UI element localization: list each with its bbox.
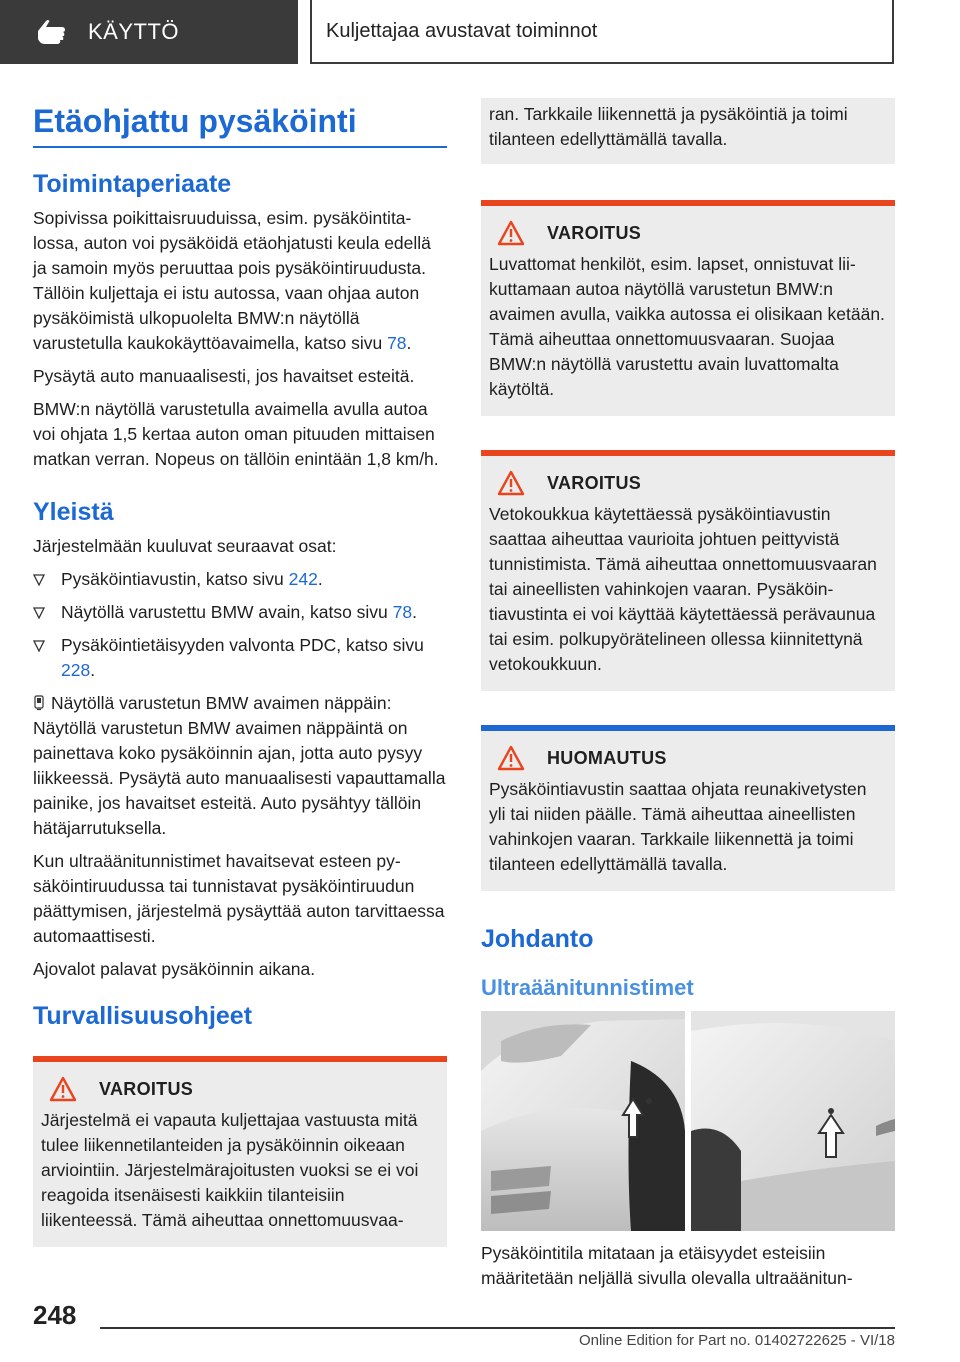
title-rule (33, 146, 447, 148)
warning-box (33, 1056, 447, 1247)
warning-text: Vetokoukkua käytettäessä pysäköintiavustin saattaa aiheuttaa vaurioita johtuen peittyvistä tunnistimista. Tämä aiheuttaa onnettomuusvaaran tai aineellisten vahinkojen vaaran. Pysäköintiavustinta ei voi käyttää käytettäessä perävaunua tai esim. polkupyörätelineen ollessa kiinnitettynä vetokoukkuun. (489, 504, 877, 674)
triangle-bullet-icon (33, 574, 45, 586)
components-intro: Järjestelmään kuuluvat seuraavat osat: (33, 536, 337, 556)
list-item: Näytöllä varustettu BMW avain, katso sivu 78. (33, 600, 447, 625)
page-link[interactable]: 78 (392, 602, 413, 622)
note-box (481, 725, 895, 891)
stop-paragraph: Pysäytä auto manuaalisesti, jos havaitset esteitä. (33, 366, 415, 386)
note-text: Pysäköintiavustin saattaa ohjata reunakivetysten yli tai niiden päälle. Tämä aiheuttaa aineellisten vahinkojen vaaran. Tarkkaile liikennettä ja toimi tilanteen edellyttämällä tavalla. (489, 779, 867, 874)
list-item: Pysäköintietäisyyden valvonta PDC, katso sivu 228. (33, 633, 447, 683)
footer-rule (100, 1327, 895, 1329)
ultrasonic-paragraph: Kun ultraäänitunnistimet havaitsevat esteen pysäköintiruudussa tai tunnistavat pysäköintiruudun päättymisen, järjestelmä pysäyttää auton tarvittaessa automaattisesti. (33, 851, 445, 946)
headlights-paragraph: Ajovalot palavat pysäköinnin aikana. (33, 959, 316, 979)
page-link[interactable]: 78 (387, 333, 407, 353)
ultrasonic-sensor-figure (481, 1011, 895, 1231)
key-description: Näytöllä varustetun BMW avaimen näppäintä on painettava koko pysäköinnin ajan, jotta auto pysyy liikkeessä. Pysäytä auto manuaalisesti vapauttamalla painike, jos havaitset esteitä. Auto pysähtyy tällöin hätäjarrutuksella. (33, 718, 446, 838)
caution-triangle-icon (497, 745, 525, 771)
warning-label: VAROITUS (547, 472, 642, 493)
heading-general: Yleistä (33, 498, 114, 526)
chapter-tab[interactable] (0, 0, 298, 64)
car-bumper-illustration (481, 1011, 895, 1231)
warning-triangle-icon (49, 1076, 77, 1102)
chapter-label: KÄYTTÖ (88, 19, 180, 44)
warning-triangle-icon (497, 470, 525, 496)
triangle-bullet-icon (33, 640, 45, 652)
right-column (481, 100, 895, 1299)
note-label: HUOMAUTUS (547, 747, 667, 768)
triangle-bullet-icon (33, 607, 45, 619)
left-column (33, 100, 447, 1247)
warning-box (481, 200, 895, 416)
figure-caption: Pysäköintitila mitataan ja etäisyydet esteisiin määritetään neljällä sivulla olevalla ultraäänitun- (481, 1243, 853, 1288)
warning-label: VAROITUS (99, 1078, 194, 1099)
principle-paragraph: Sopivissa poikittaisruuduissa, esim. pysäköintitalossa, auton voi pysäköidä etäohjatusti keula edellä ja samoin myös peruuttaa pois pysäköintiruudusta. Tällöin kuljettaja ei istu autossa, vaan ohjaa auton pysäköimistä ulkopuolelta BMW:n näytöllä varustetulla kaukokäyttöavaimella, katso sivu 78. (33, 208, 431, 353)
display-key-icon (33, 695, 45, 711)
warning-text: Luvattomat henkilöt, esim. lapset, onnistuvat liikuttamaan autoa näytöllä varustetun BMW:n avaimen avulla, vaikka autossa ei olisikaan ketään. Tämä aiheuttaa onnettomuusvaaran. Suojaa BMW:n näytöllä varustettu avain luvattomalta käytöltä. (489, 254, 885, 399)
heading-safety: Turvallisuusohjeet (33, 1002, 253, 1030)
warning-box (481, 450, 895, 691)
section-tab[interactable] (310, 0, 894, 64)
pointing-hand-icon (34, 17, 68, 47)
page-link[interactable]: 242 (288, 569, 318, 589)
page-link[interactable]: 228 (61, 660, 91, 680)
list-item: Pysäköintiavustin, katso sivu 242. (33, 567, 447, 592)
warning-text-continued: ran. Tarkkaile liikennettä ja pysäköintiä ja toimi tilanteen edellyttämällä tavalla. (489, 104, 848, 149)
warning-triangle-icon (497, 220, 525, 246)
heading-introduction: Johdanto (481, 925, 594, 953)
section-label: Kuljettajaa avustavat toiminnot (326, 19, 598, 42)
heading-ultrasonic-sensors: Ultraäänitunnistimet (481, 975, 694, 1000)
key-button-paragraph: Näytöllä varustetun BMW avaimen näppäin: (33, 691, 447, 716)
warning-label: VAROITUS (547, 222, 642, 243)
page-title: Etäohjattu pysäköinti (33, 103, 357, 139)
warning-text: Järjestelmä ei vapauta kuljettajaa vastuusta mitä tulee liikennetilanteiden ja pysäköinnin oikeaan arviointiin. Järjestelmärajoitusten vuoksi se ei voi reagoida itsenäisesti kaikkiin tilanteisiin liikenteessä. Tämä aiheuttaa onnettomuusvaa- (41, 1110, 419, 1230)
heading-principle: Toimintaperiaate (33, 170, 232, 198)
warning-box-continued (481, 98, 895, 164)
edition-text: Online Edition for Part no. 01402722625 - VI/18 (578, 1332, 895, 1349)
components-list (33, 567, 447, 683)
page-number: 248 (33, 1300, 77, 1330)
distance-paragraph: BMW:n näytöllä varustetulla avaimella avulla autoa voi ohjata 1,5 kertaa auton oman pituuden mittaisen matkan verran. Nopeus on tällöin enintään 1,8 km/h. (33, 399, 439, 469)
page-header (0, 0, 960, 66)
